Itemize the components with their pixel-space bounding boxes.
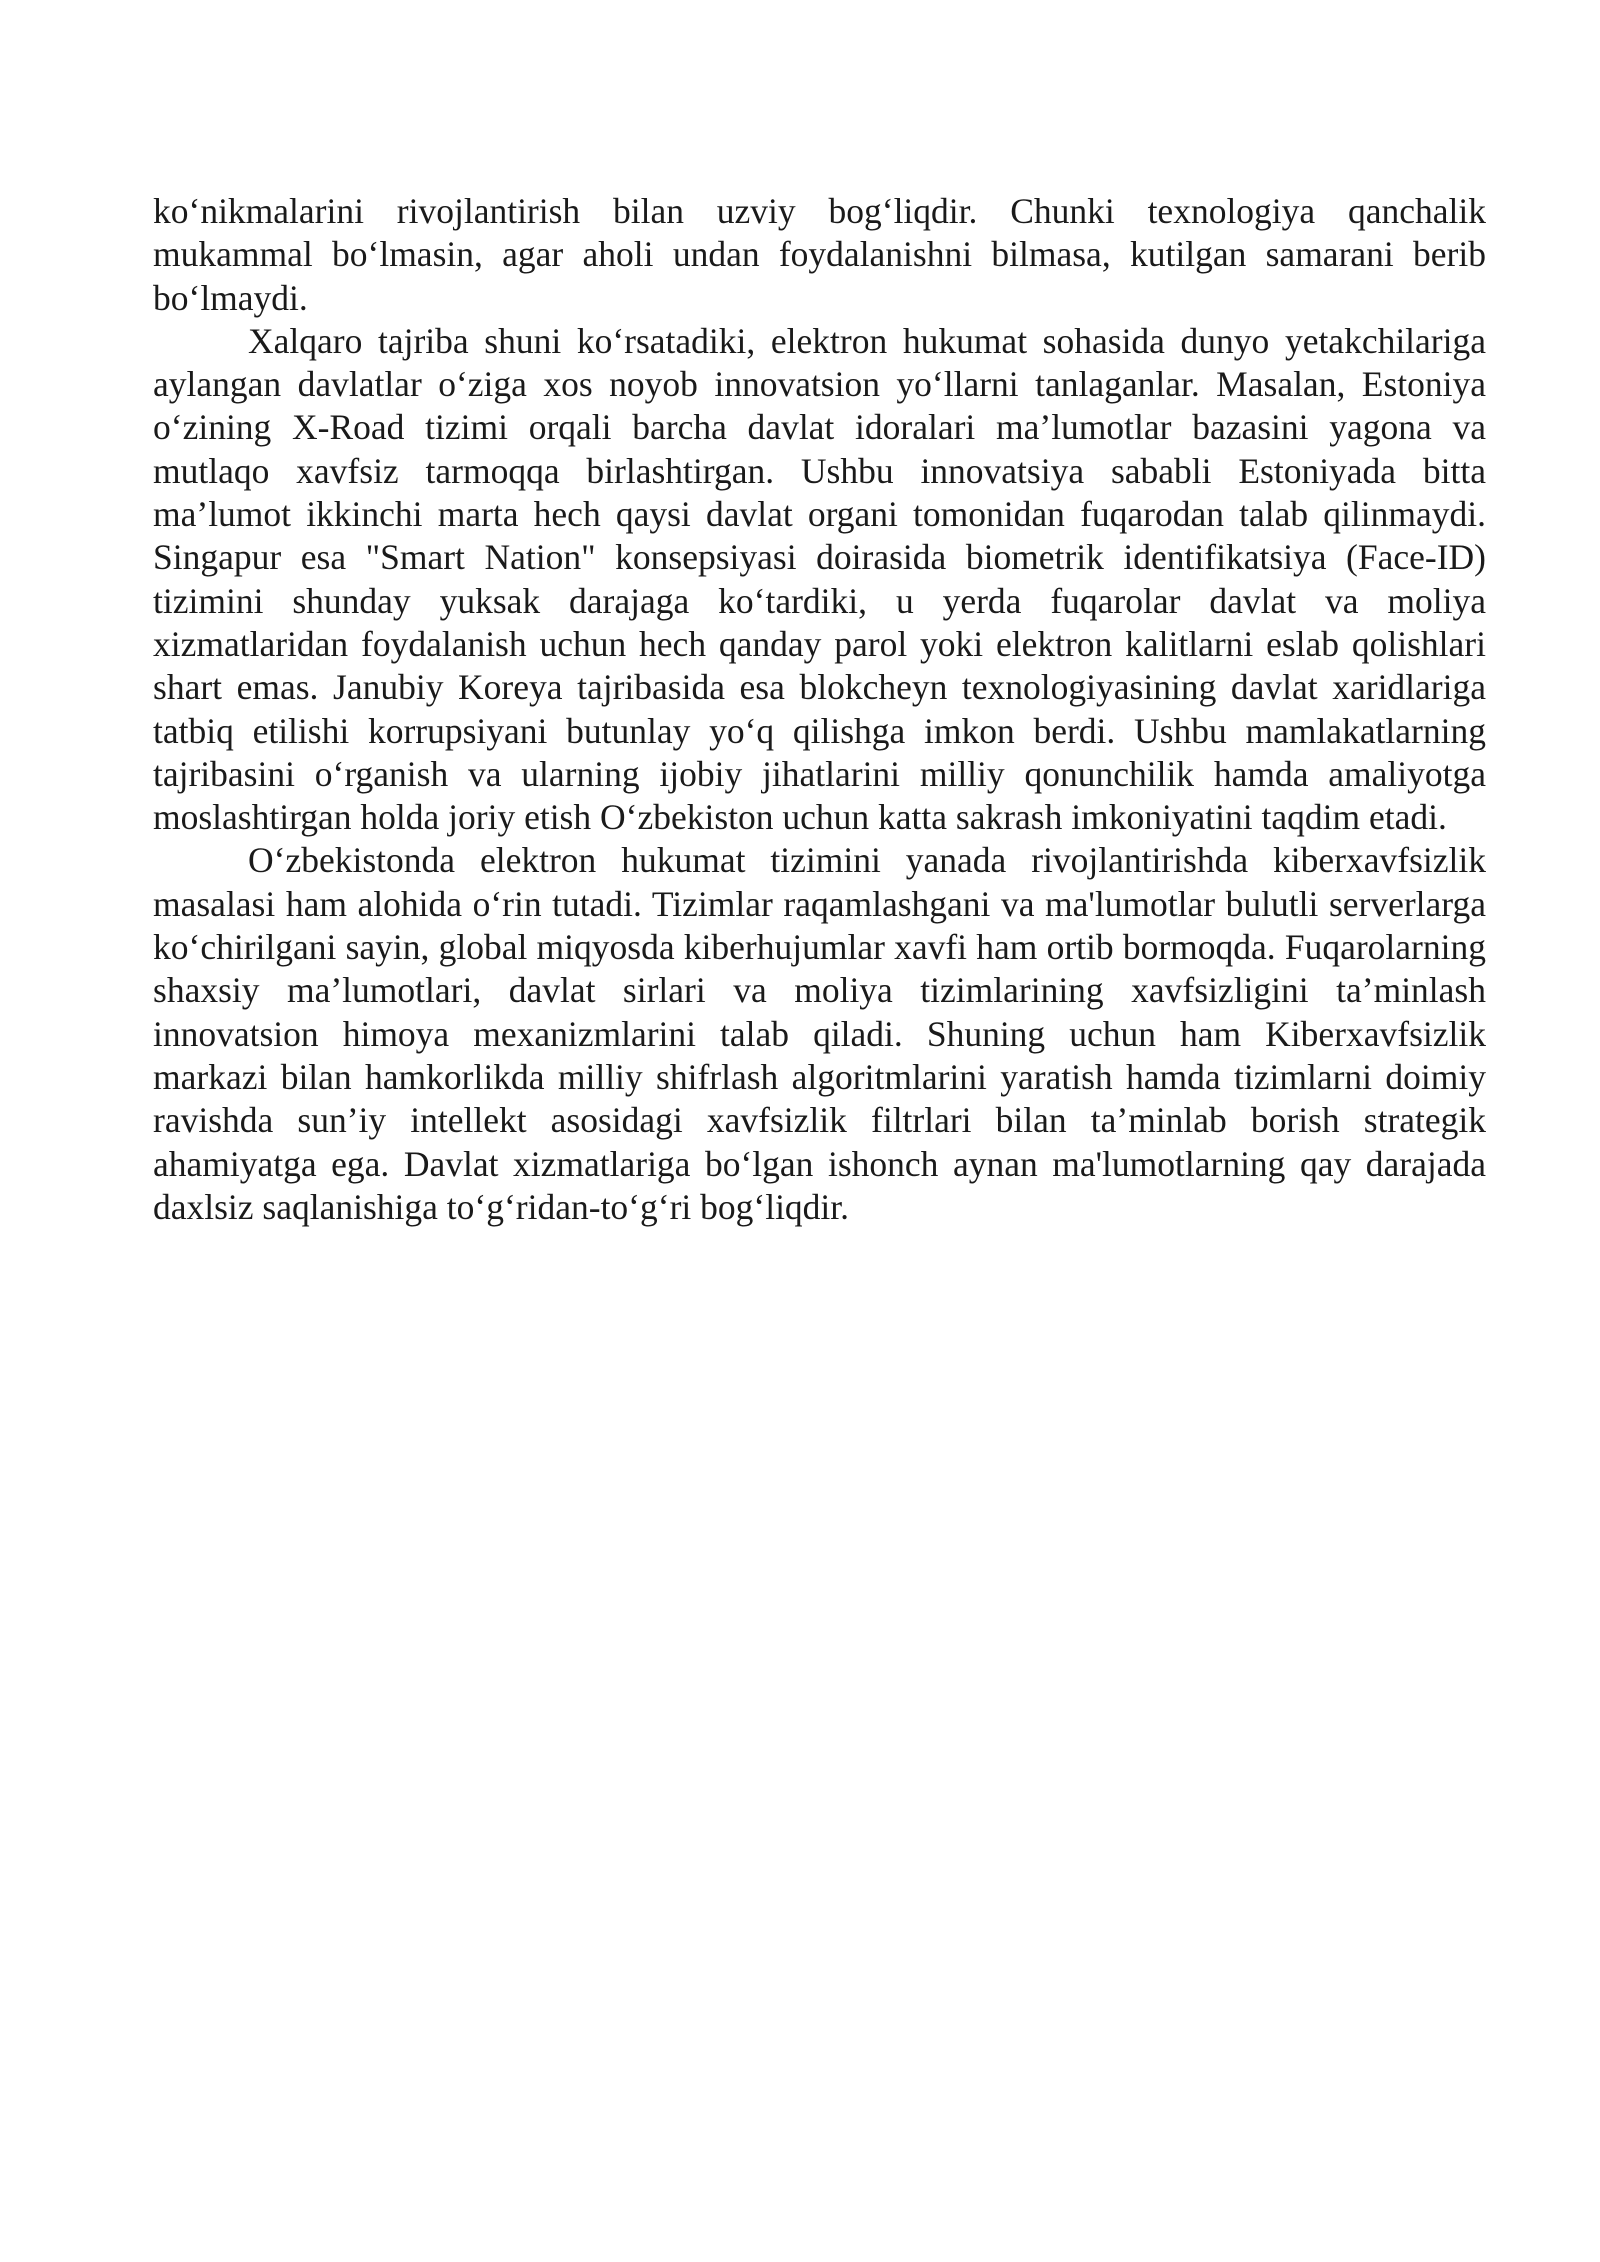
paragraph-international-experience: Xalqaro tajriba shuni ko‘rsatadiki, elektron hukumat sohasida dunyo yetakchilariga aylangan davlatlar o‘ziga xos noyob innovatsion yo‘llarni tanlaganlar. Masalan, Estoniya o‘zining X-Road tizimi orqali barcha davlat idoralari ma’lumotlar bazasini yagona va mutlaqo xavfsiz tarmoqqa birlashtirgan. Ushbu innovatsiya sababli Estoniyada bitta ma’lumot ikkinchi marta hech qaysi davlat organi tomonidan fuqarodan talab qilinmaydi. Singapur esa "Smart Nation" konsepsiyasi doirasida biometrik identifikatsiya (Face-ID) tizimini shunday yuksak darajaga ko‘tardiki, u yerda fuqarolar davlat va moliya xizmatlaridan foydalanish uchun hech qanday parol yoki elektron kalitlarni eslab qolishlari shart emas. Janubiy Koreya tajribasida esa blokcheyn texnologiyasining davlat xaridlariga tatbiq etilishi korrupsiyani butunlay yo‘q qilishga imkon berdi. Ushbu mamlakatlarning tajribasini o‘rganish va ularning ijobiy jihatlarini milliy qonunchilik hamda amaliyotga moslashtirgan holda joriy etish O‘zbekiston uchun katta sakrash imkoniyatini taqdim etadi. (153, 320, 1486, 838)
paragraph-cybersecurity: O‘zbekistonda elektron hukumat tizimini yanada rivojlantirishda kiberxavfsizlik masalasi ham alohida o‘rin tutadi. Tizimlar raqamlashgani va ma'lumotlar bulutli serverlarga ko‘chirilgani sayin, global miqyosda kiberhujumlar xavfi ham ortib bormoqda. Fuqarolarning shaxsiy ma’lumotlari, davlat sirlari va moliya tizimlarining xavfsizligini ta’minlash innovatsion himoya mexanizmlarini talab qiladi. Shuning uchun ham Kiberxavfsizlik markazi bilan hamkorlikda milliy shifrlash algoritmlarini yaratish hamda tizimlarni doimiy ravishda sun’iy intellekt asosidagi xavfsizlik filtrlari bilan ta’minlab borish strategik ahamiyatga ega. Davlat xizmatlariga bo‘lgan ishonch aynan ma'lumotlarning qay darajada daxlsiz saqlanishiga to‘g‘ridan-to‘g‘ri bog‘liqdir. (153, 840, 1486, 1227)
paragraph-continuation: ko‘nikmalarini rivojlantirish bilan uzviy bog‘liqdir. Chunki texnologiya qanchalik mukammal bo‘lmasin, agar aholi undan foydalanishni bilmasa, kutilgan samarani berib bo‘lmaydi. (153, 191, 1486, 318)
document-page (153, 190, 1486, 1229)
